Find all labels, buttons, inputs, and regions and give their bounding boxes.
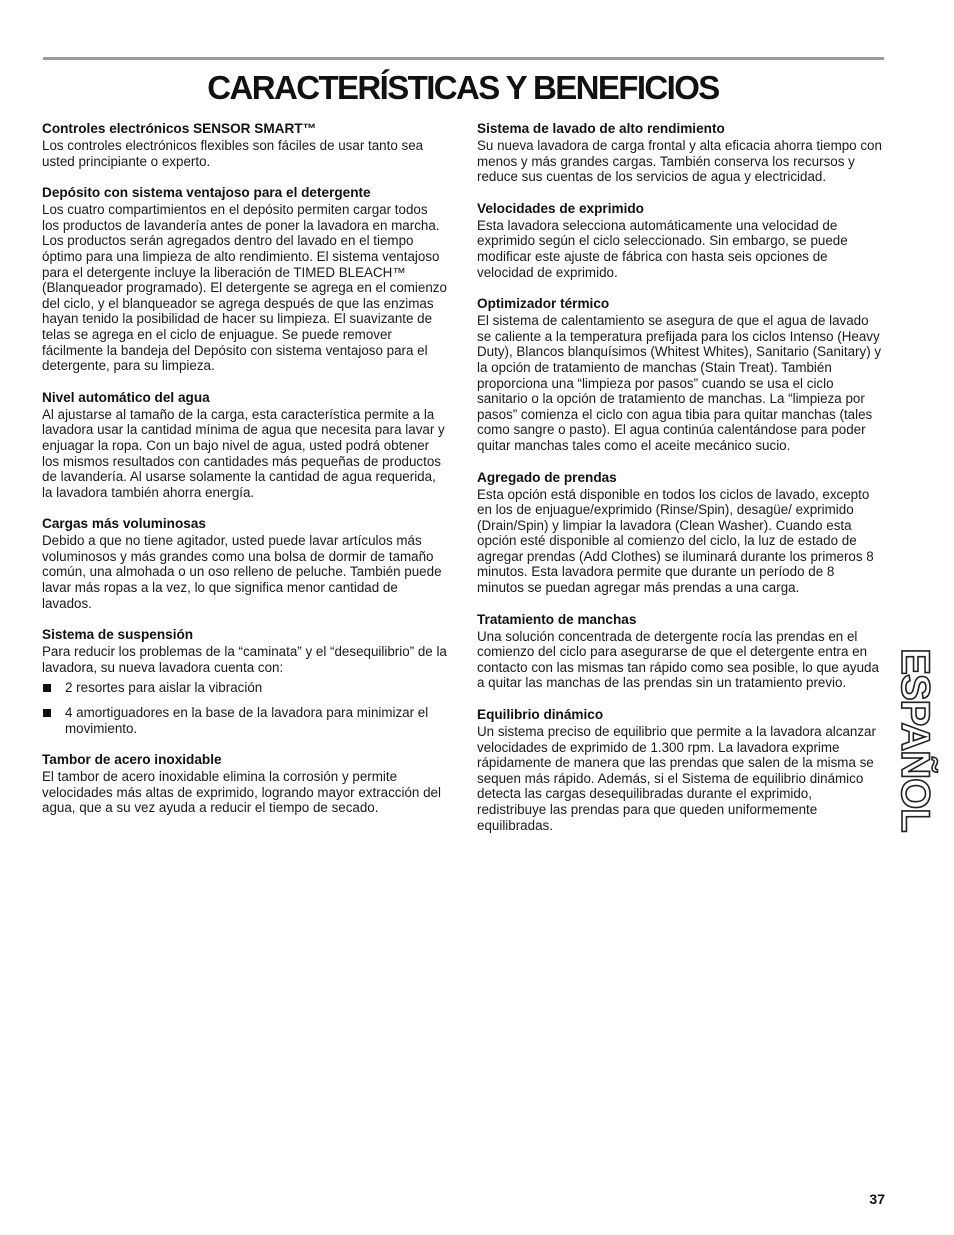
section-add-clothes (477, 470, 883, 596)
section-detergent-dispenser (42, 185, 448, 374)
page-title: CARACTERÍSTICAS Y BENEFICIOS (207, 69, 719, 106)
language-label: ESPAÑOL (893, 648, 937, 832)
list-item-text: 2 resortes para aislar la vibración (65, 680, 263, 696)
section-body: Esta opción está disponible en todos los ciclos de lavado, excepto en los de enjuague/exprimido (Rinse/Spin), desagüe/ exprimido (Drain/Spin) y limpiar la lavadora (Clean Washer). Cuando esta opción esté disponible al comienzo del ciclo, la luz de estado de agregar prendas (Add Clothes) se iluminará durante los primeros 8 minutos. Esta lavadora permite que durante un período de 8 minutos se puedan agregar más prendas a una carga. (477, 486, 874, 596)
bullet-list (42, 680, 448, 736)
section-heading: Equilibrio dinámico (477, 707, 604, 723)
section-body: El sistema de calentamiento se asegura de que el agua de lavado se caliente a la temperatura prefijada para los ciclos Intenso (Heavy Duty), Blancos blanquísimos (Whitest Whites), Sanitario (Sanitary) y la opción de tratamiento de manchas (Stain Treat). También proporciona una “limpieza por pasos” cuando se usa el ciclo sanitario o la opción de tratamiento de manchas. La “limpieza por pasos” comienza el ciclo con agua tibia para quitar manchas (tales como sangre o pasto). El agua continúa calentándose para poder quitar manchas tales como el aceite mecánico sucio. (477, 313, 882, 453)
section-body: Para reducir los problemas de la “caminata” y el “desequilibrio” de la lavadora, su nueva lavadora cuenta con: (42, 644, 447, 675)
section-stain-treatment (477, 612, 883, 691)
section-sensor-smart (42, 121, 448, 169)
left-column (42, 121, 448, 832)
section-heading: Velocidades de exprimido (477, 200, 644, 216)
list-item (42, 705, 448, 736)
section-heading: Nivel automático del agua (42, 389, 210, 405)
section-body: Esta lavadora selecciona automáticamente una velocidad de exprimido según el ciclo seleccionado. Sin embargo, se puede modificar este ajuste de fábrica con hasta seis opciones de velocidad de exprimido. (477, 217, 848, 280)
section-heading: Controles electrónicos SENSOR SMART™ (42, 121, 317, 136)
list-item (42, 680, 448, 696)
section-spin-speeds (477, 201, 883, 280)
section-dynamic-balance (477, 707, 883, 833)
section-heading: Cargas más voluminosas (42, 516, 206, 532)
right-column (477, 121, 883, 849)
section-bulky-loads (42, 516, 448, 611)
section-water-level (42, 390, 448, 501)
section-body: Su nueva lavadora de carga frontal y alta eficacia ahorra tiempo con menos y más grandes cargas. También conserva los recursos y reduce sus cuentas de los servicios de agua y electricidad. (477, 138, 882, 185)
section-body: Debido a que no tiene agitador, usted puede lavar artículos más voluminosos y más grandes como una bolsa de dormir de tamaño común, una almohada o un oso relleno de peluche. También puede lavar más ropas a la vez, lo que significa menor cantidad de lavados. (42, 533, 442, 611)
section-heading: Tratamiento de manchas (477, 611, 637, 627)
section-high-performance-wash (477, 121, 883, 185)
language-side-tab (893, 648, 937, 832)
section-heading: Depósito con sistema ventajoso para el detergente (42, 185, 371, 201)
section-thermal-optimizer (477, 296, 883, 453)
page-number: 37 (869, 1191, 885, 1207)
section-body: Los controles electrónicos flexibles son fáciles de usar tanto sea usted principiante o experto. (42, 138, 424, 169)
section-body: El tambor de acero inoxidable elimina la corrosión y permite velocidades más altas de exprimido, logrando mayor extracción del agua, que a su vez ayuda a reducir el tiempo de secado. (42, 769, 441, 816)
section-heading: Optimizador térmico (477, 296, 610, 312)
section-stainless-drum (42, 752, 448, 816)
bullet-square-icon (43, 684, 51, 692)
list-item-text: 4 amortiguadores en la base de la lavadora para minimizar el movimiento. (65, 705, 429, 736)
section-body: Los cuatro compartimientos en el depósito permiten cargar todos los productos de lavandería antes de poner la lavadora en marcha. Los productos serán agregados dentro del lavado en el tiempo óptimo para una limpieza de alto rendimiento. El sistema ventajoso para el detergente incluye la liberación de TIMED BLEACH™ (Blanqueador programado). El detergente se agrega en el comienzo del ciclo, y el blanqueador se agrega después de que las enzimas hayan tenido la posibilidad de hacer su limpieza. El suavizante de telas se agrega en el ciclo de enjuague. Se puede remover fácilmente la bandeja del Depósito con sistema ventajoso para el detergente, para su limpieza. (42, 202, 447, 374)
section-heading: Sistema de suspensión (42, 627, 194, 643)
section-body: Al ajustarse al tamaño de la carga, esta característica permite a la lavadora usar la cantidad mínima de agua que necesita para lavar y enjuagar la ropa. Con un bajo nivel de agua, usted podrá obtener los mismos resultados con cantidades más pequeñas de productos de lavandería. Al usarse solamente la cantidad de agua requerida, la lavadora también ahorra energía. (42, 406, 445, 500)
section-body: Una solución concentrada de detergente rocía las prendas en el comienzo del ciclo para asegurarse de que el detergente entra en contacto con las mismas tan rápido como sea posible, lo que ayuda a quitar las manchas de las prendas sin un tratamiento previo. (477, 628, 879, 691)
section-heading: Agregado de prendas (477, 469, 617, 485)
bullet-square-icon (43, 709, 51, 717)
top-divider (43, 57, 884, 60)
section-body: Un sistema preciso de equilibrio que permite a la lavadora alcanzar velocidades de exprimido de 1.300 rpm. La lavadora exprime rápidamente de manera que las prendas que salen de la misma se sequen más rápido. Además, si el Sistema de equilibrio dinámico detecta las cargas desequilibradas durante el exprimido, redistribuye las prendas para que queden uniformemente equilibradas. (477, 724, 876, 833)
section-suspension (42, 627, 448, 736)
section-heading: Tambor de acero inoxidable (42, 752, 222, 768)
section-heading: Sistema de lavado de alto rendimiento (477, 121, 725, 136)
